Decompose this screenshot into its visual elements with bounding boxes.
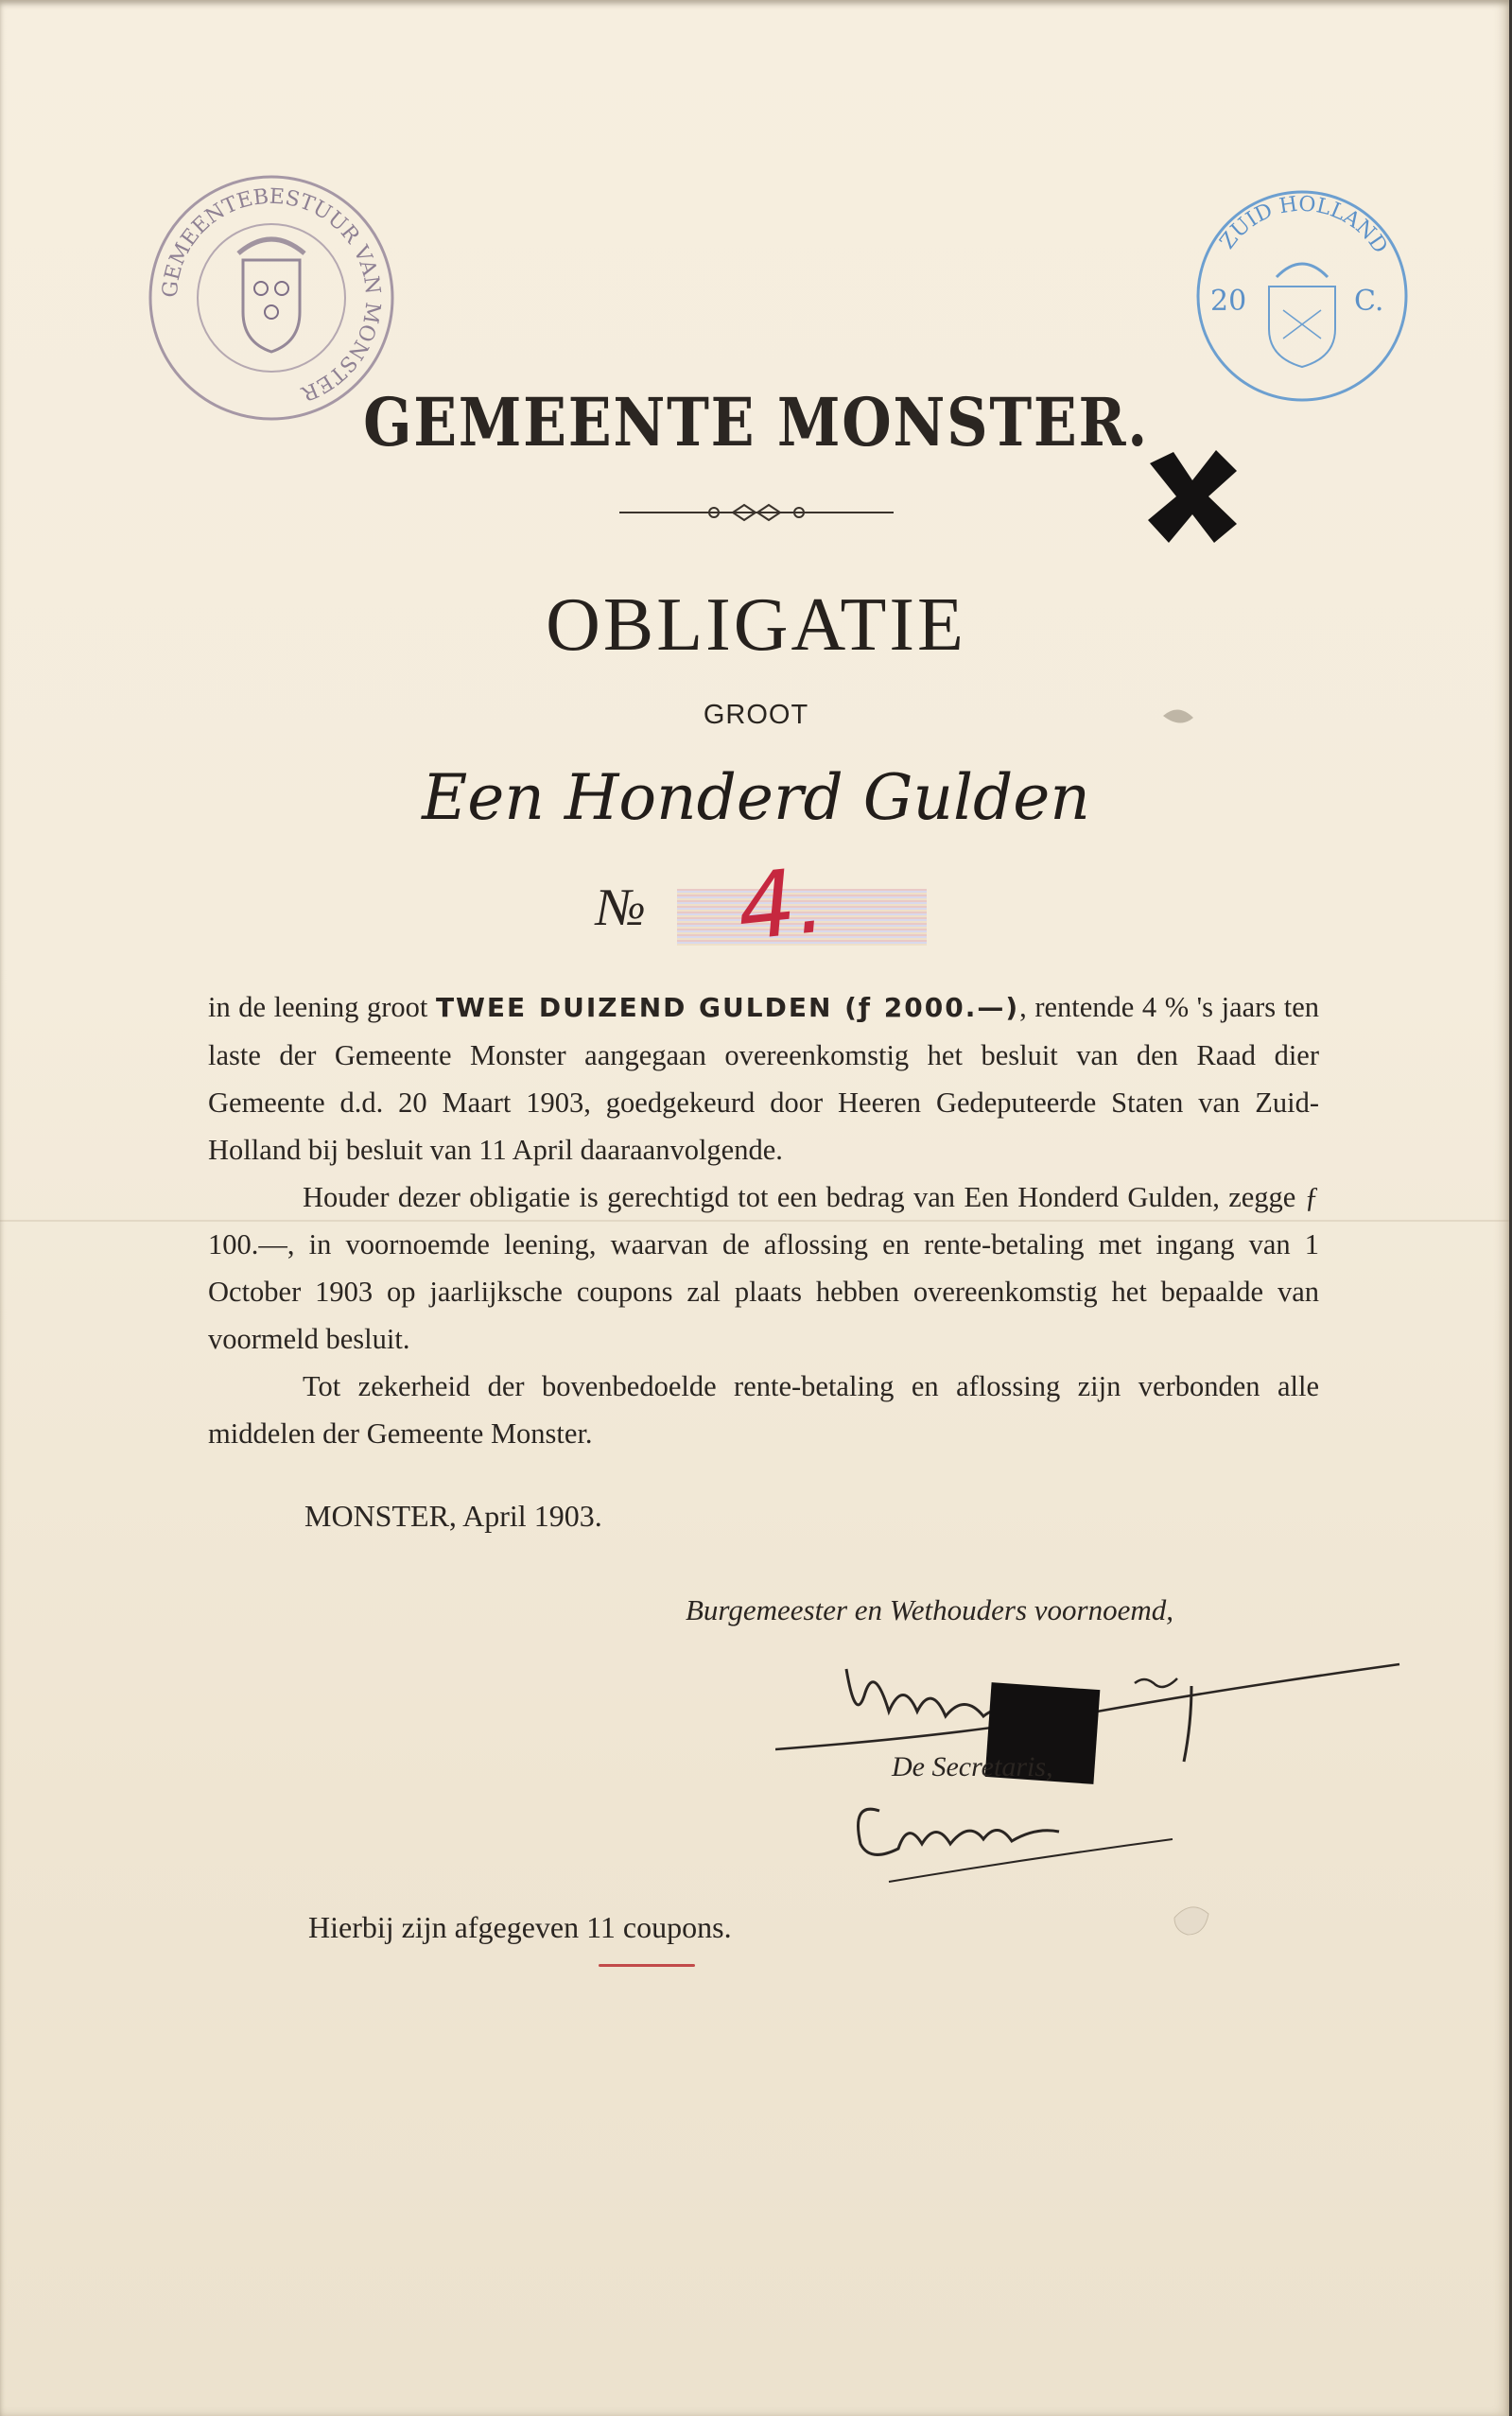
- ornament-divider: [619, 498, 894, 531]
- municipality-title: GEMEENTE MONSTER.: [363, 383, 1149, 461]
- terms-paragraph-2: Houder dezer obligatie is gerechtigd tot een bedrag van Een Honderd Gulden, zegge ƒ 100.—, in voornoemde leening, waarvan de aflossing en rente-betaling met ingang van 1 October 1903 op jaarlijksche coupons zal plaats hebben overeenkomstig het bepaalde van voormeld besluit.: [208, 1181, 1319, 1355]
- red-underline: [599, 1964, 695, 1967]
- secretary-label: De Secretaris,: [892, 1751, 1053, 1782]
- signatories-line: Burgemeester en Wethouders voornoemd,: [686, 1593, 1173, 1626]
- handwritten-signatures: [775, 1631, 1428, 1920]
- paper-puncture: [1171, 1899, 1212, 1941]
- svg-text:ZUID HOLLAND: ZUID HOLLAND: [1215, 192, 1392, 258]
- terms-paragraph-1: [208, 983, 1319, 1173]
- svg-text:GEMEENTEBESTUUR VAN MONSTER: GEMEENTEBESTUUR VAN MONSTER: [158, 184, 385, 406]
- amount-words: Een Honderd Gulden: [422, 761, 1090, 834]
- terms-p1-start: in de leening groot: [208, 991, 436, 1023]
- number-value: 4.: [732, 846, 830, 962]
- bond-terms: [208, 983, 1319, 1457]
- tax-stamp: [1193, 187, 1411, 405]
- document-type: OBLIGATIE: [546, 583, 966, 667]
- svg-text:20: 20: [1210, 285, 1247, 318]
- place-date: MONSTER, April 1903.: [304, 1499, 602, 1533]
- number-label: №: [596, 878, 646, 937]
- svg-text:C.: C.: [1354, 285, 1384, 318]
- paper-puncture: [1161, 704, 1195, 734]
- cancellation-mark: [1140, 444, 1244, 553]
- terms-p1-end: , rentende 4 % 's jaars ten laste der Gemeente Monster aangegaan overeenkomstig het besluit van den Raad dier Gemeente d.d. 20 Maart 1903, goedgekeurd door Heeren Gedeputeerde Staten van Zuid-Holland bij besluit van 11 April daaraanvolgende.: [208, 991, 1320, 1166]
- terms-paragraph-3: Tot zekerheid der bovenbedoelde rente-betaling en aflossing zijn verbonden alle middelen der Gemeente Monster.: [208, 1370, 1319, 1450]
- groot-label: GROOT: [703, 700, 809, 730]
- coupons-note: Hierbij zijn afgegeven 11 coupons.: [308, 1910, 732, 1944]
- loan-amount: TWEE DUIZEND GULDEN (ƒ 2000.—): [435, 992, 1020, 1023]
